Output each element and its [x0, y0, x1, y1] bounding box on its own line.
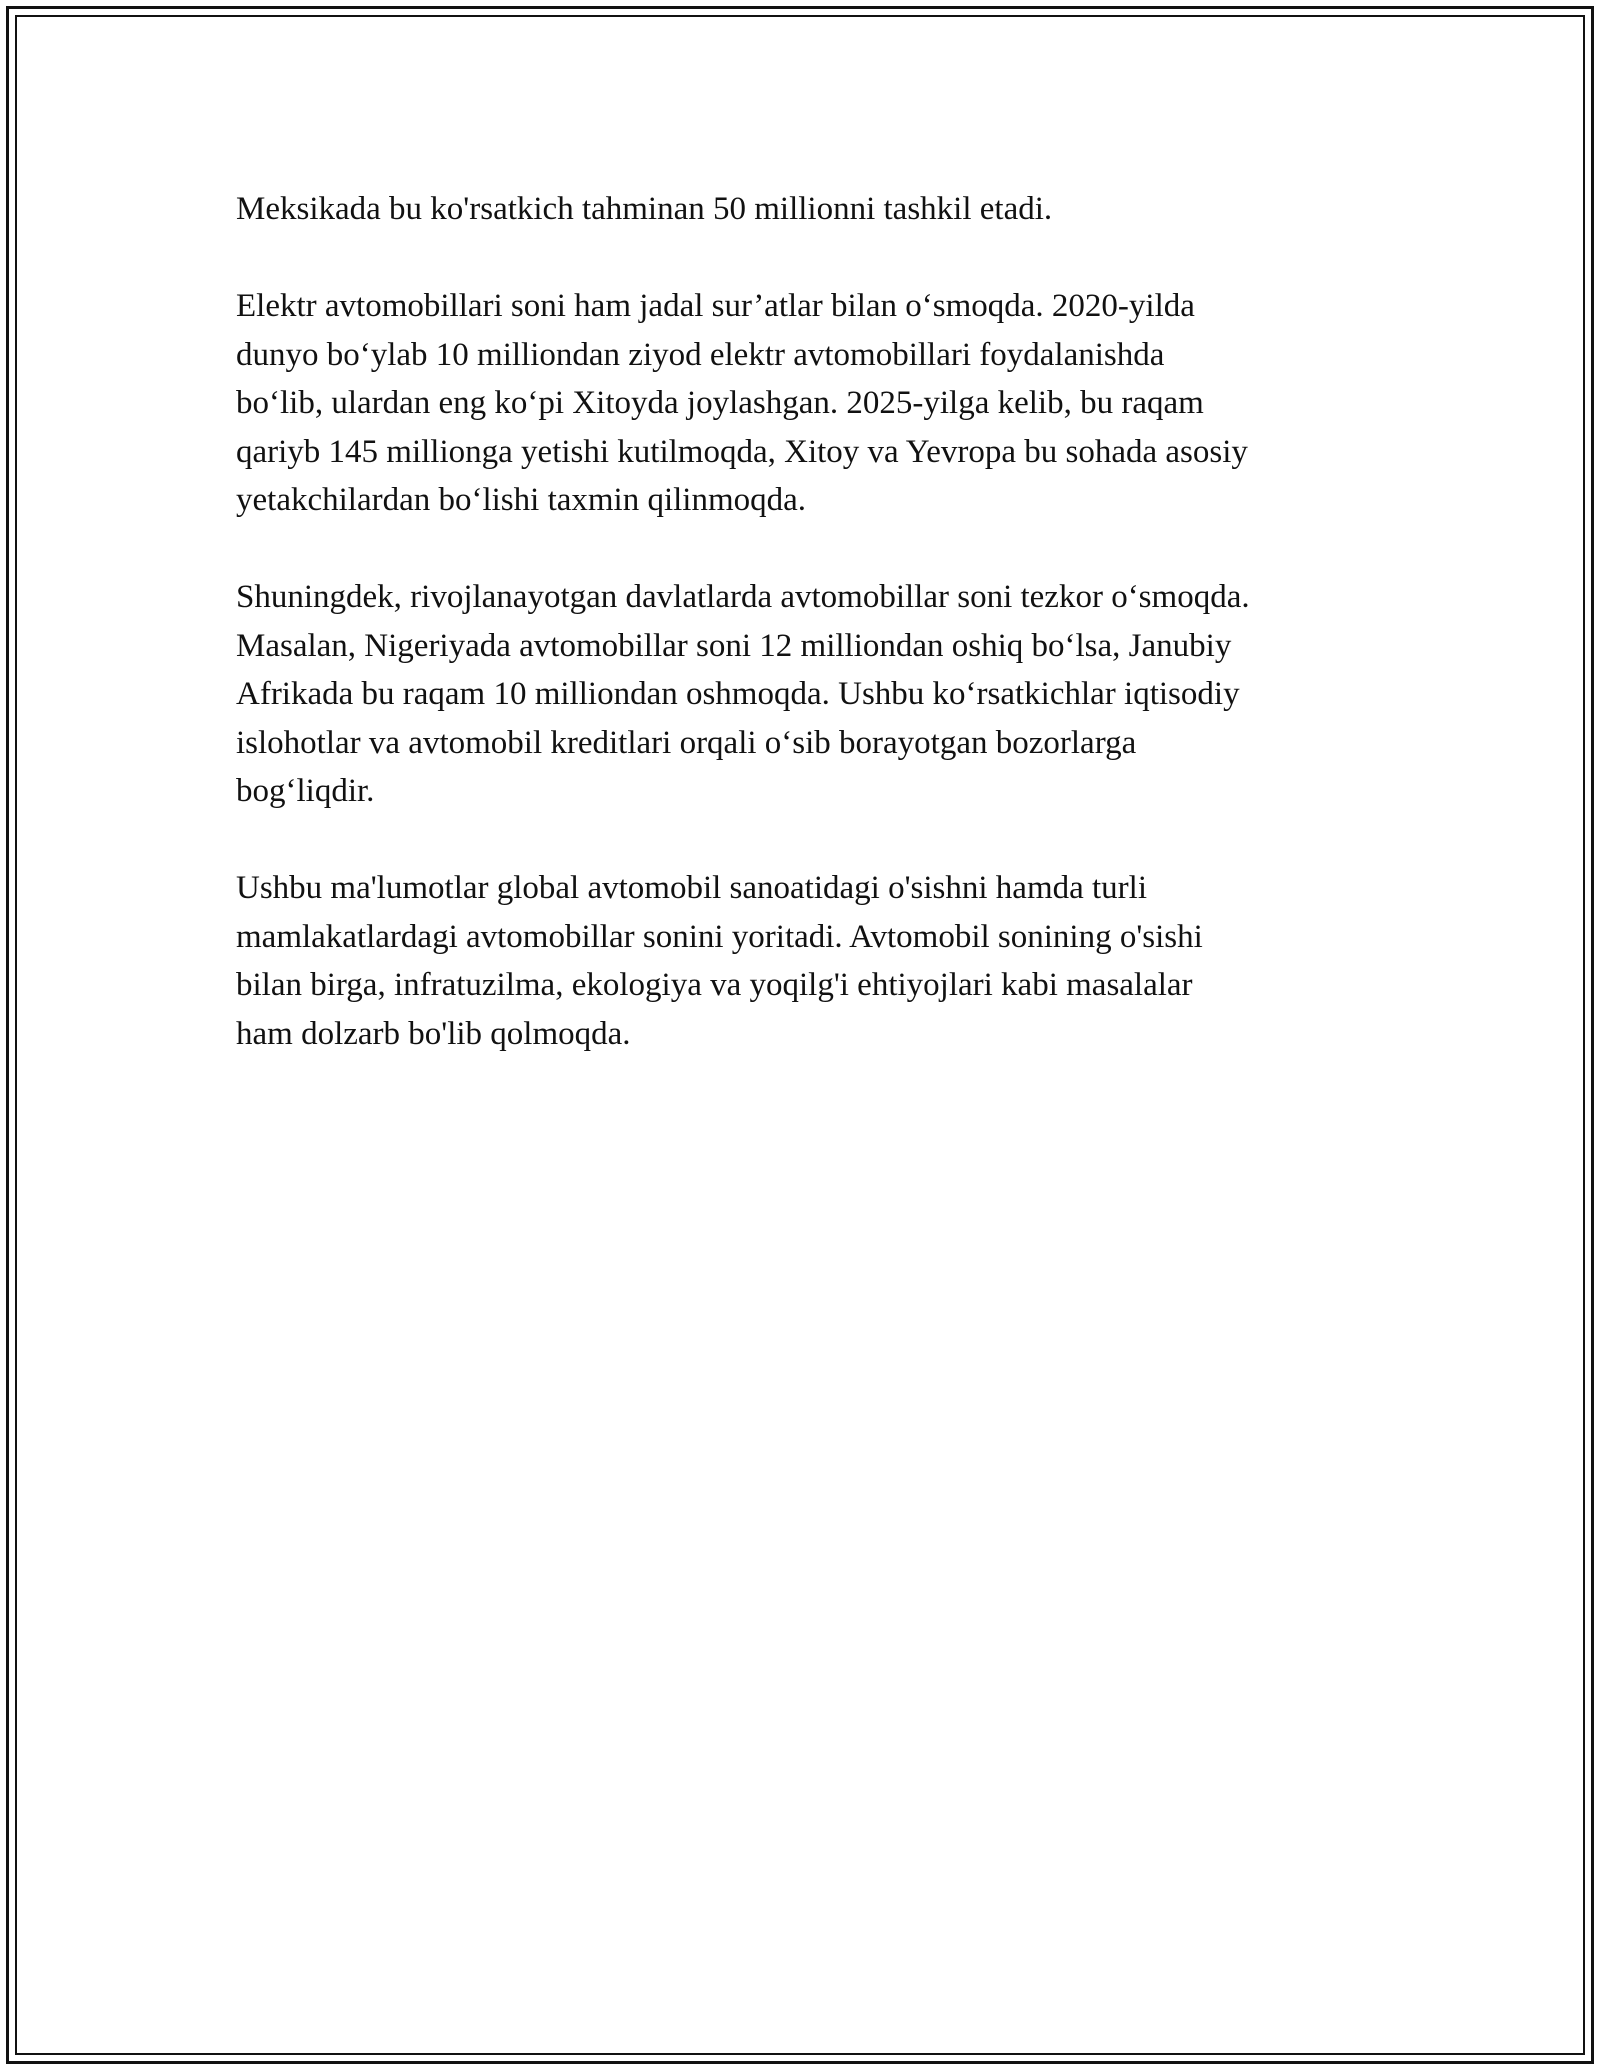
text-line: bo‘lib, ulardan eng ko‘pi Xitoyda joylashgan. 2025-yilga kelib, bu raqam — [236, 385, 1204, 421]
text-line: yetakchilardan bo‘lishi taxmin qilinmoqda. — [236, 482, 807, 518]
text-line: Masalan, Nigeriyada avtomobillar soni 12 milliondan oshiq bo‘lsa, Janubiy — [236, 627, 1232, 664]
paragraph-electric-cars — [236, 282, 1376, 525]
text-line: bog‘liqdir. — [236, 773, 375, 809]
text-line: islohotlar va avtomobil kreditlari orqali o‘sib borayotgan bozorlarga — [236, 724, 1137, 761]
text-line: Afrikada bu raqam 10 milliondan oshmoqda. Ushbu ko‘rsatkichlar iqtisodiy — [236, 676, 1240, 712]
text-line: bilan birga, infratuzilma, ekologiya va yoqilg'i ehtiyojlari kabi masalalar — [236, 967, 1193, 1003]
text-line: Ushbu ma'lumotlar global avtomobil sanoatidagi o'sishni hamda turli — [236, 870, 1148, 906]
text-line: ham dolzarb bo'lib qolmoqda. — [236, 1015, 631, 1052]
paragraph-conclusion — [236, 864, 1376, 1058]
text-line: Shuningdek, rivojlanayotgan davlatlarda avtomobillar soni tezkor o‘smoqda. — [236, 579, 1250, 615]
paragraph-mexico — [236, 185, 1376, 234]
paragraph-developing-countries — [236, 573, 1376, 816]
text-line: Elektr avtomobillari soni ham jadal sur’atlar bilan o‘smoqda. 2020-yilda — [236, 288, 1195, 324]
text-line: Meksikada bu ko'rsatkich tahminan 50 millionni tashkil etadi. — [236, 191, 1053, 227]
page-body — [236, 185, 1376, 1107]
text-line: dunyo bo‘ylab 10 milliondan ziyod elektr avtomobillari foydalanishda — [236, 336, 1165, 373]
text-line: qariyb 145 millionga yetishi kutilmoqda, Xitoy va Yevropa bu sohada asosiy — [236, 433, 1248, 470]
text-line: mamlakatlardagi avtomobillar sonini yoritadi. Avtomobil sonining o'sishi — [236, 918, 1203, 955]
